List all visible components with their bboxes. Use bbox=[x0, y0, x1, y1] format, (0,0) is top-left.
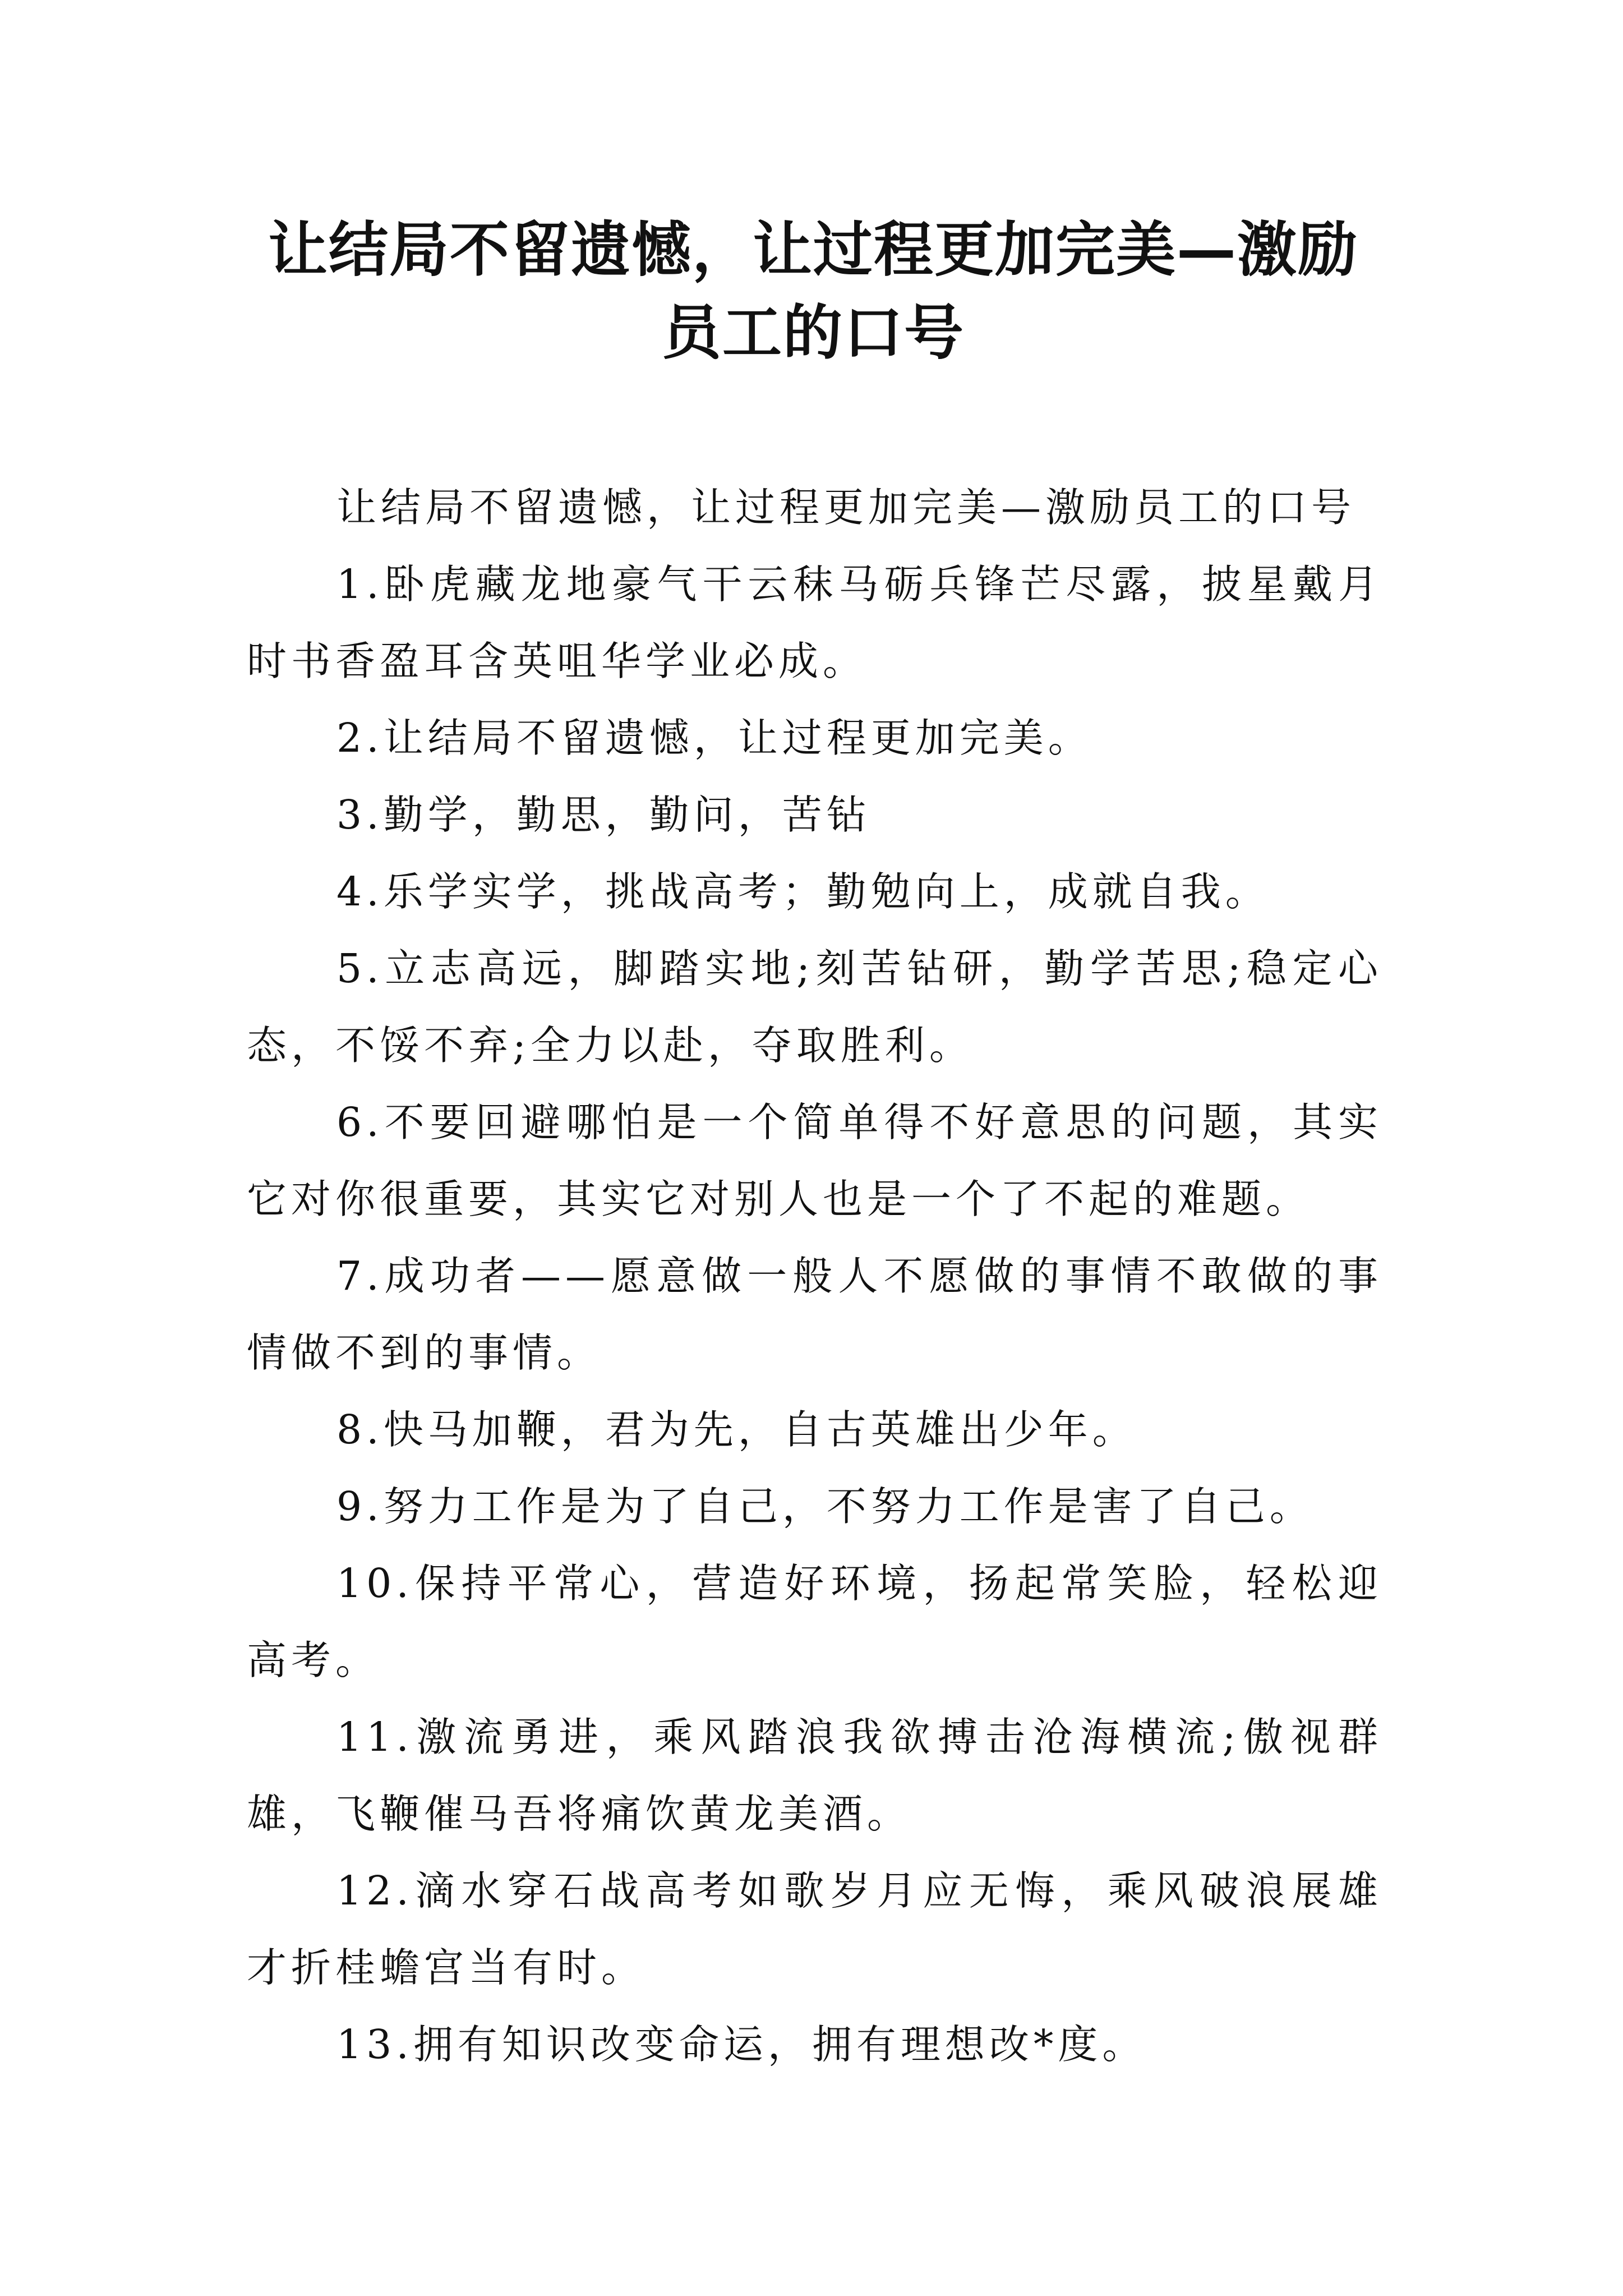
slogan-item-5: 5.立志高远，脚踏实地;刻苦钻研，勤学苦思;稳定心态，不馁不弃;全力以赴，夺取胜利。 bbox=[247, 945, 1382, 1069]
slogan-item-10: 10.保持平常心，营造好环境，扬起常笑脸，轻松迎高考。 bbox=[247, 1560, 1382, 1683]
slogan-item-2: 2.让结局不留遗憾，让过程更加完美。 bbox=[336, 715, 1092, 761]
document-body bbox=[247, 469, 1382, 2083]
slogan-item-7: 7.成功者——愿意做一般人不愿做的事情不敢做的事情做不到的事情。 bbox=[247, 1253, 1382, 1376]
slogan-item-12: 12.滴水穿石战高考如歌岁月应无悔，乘风破浪展雄才折桂蟾宫当有时。 bbox=[247, 1867, 1382, 1991]
slogan-item-3: 3.勤学，勤思，勤问，苦钻 bbox=[336, 792, 871, 838]
slogan-item-9: 9.努力工作是为了自己，不努力工作是害了自己。 bbox=[336, 1483, 1314, 1530]
slogan-item-13: 13.拥有知识改变命运，拥有理想改*度。 bbox=[336, 2021, 1147, 2068]
slogan-item-11: 11.激流勇进，乘风踏浪我欲搏击沧海横流;傲视群雄，飞鞭催马吾将痛饮黄龙美酒。 bbox=[247, 1714, 1382, 1837]
slogan-item-6: 6.不要回避哪怕是一个简单得不好意思的问题，其实它对你很重要，其实它对别人也是一个了不起的难题。 bbox=[247, 1099, 1382, 1222]
slogan-item-4: 4.乐学实学，挑战高考；勤勉向上，成就自我。 bbox=[336, 868, 1270, 915]
intro-paragraph: 让结局不留遗憾，让过程更加完美—激励员工的口号 bbox=[336, 484, 1356, 531]
document-title: 让结局不留遗憾，让过程更加完美—激励员工的口号 bbox=[268, 215, 1358, 367]
slogan-item-1: 1.卧虎藏龙地豪气干云秣马砺兵锋芒尽露，披星戴月时书香盈耳含英咀华学业必成。 bbox=[247, 561, 1382, 684]
slogan-item-8: 8.快马加鞭，君为先，自古英雄出少年。 bbox=[336, 1406, 1137, 1453]
